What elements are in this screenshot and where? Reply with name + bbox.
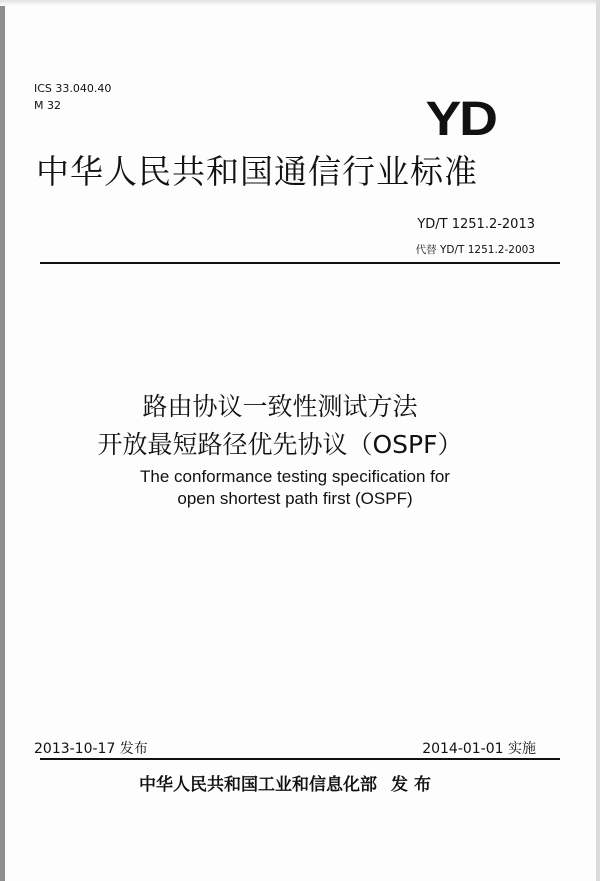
classification-codes (34, 80, 111, 114)
publisher-block (0, 770, 600, 795)
english-title (0, 466, 600, 510)
bottom-divider (40, 758, 560, 760)
standard-category-title: 中华人民共和国通信行业标准 (36, 152, 478, 191)
top-divider (40, 262, 560, 264)
chinese-title-line-1: 路由协议一致性测试方法 (142, 392, 418, 421)
scan-edge-top (0, 0, 600, 6)
ccs-code: M 32 (34, 99, 61, 112)
publish-action: 发 布 (391, 775, 431, 795)
chinese-title-line-2: 开放最短路径优先协议（OSPF） (97, 430, 463, 459)
publisher-name: 中华人民共和国工业和信息化部 (139, 775, 378, 795)
english-title-line-1: The conformance testing specification for (140, 467, 450, 486)
standard-number: YD/T 1251.2-2013 (417, 217, 535, 232)
issue-date: 2013-10-17 发布 (34, 741, 148, 757)
english-title-line-2: open shortest path first (OSPF) (177, 489, 413, 508)
replaces-standard: 代替 YD/T 1251.2-2003 (415, 244, 535, 256)
chinese-title (0, 388, 600, 464)
implementation-date: 2014-01-01 实施 (422, 741, 536, 757)
ics-code: ICS 33.040.40 (34, 82, 112, 95)
yd-logo: YD (425, 93, 496, 146)
